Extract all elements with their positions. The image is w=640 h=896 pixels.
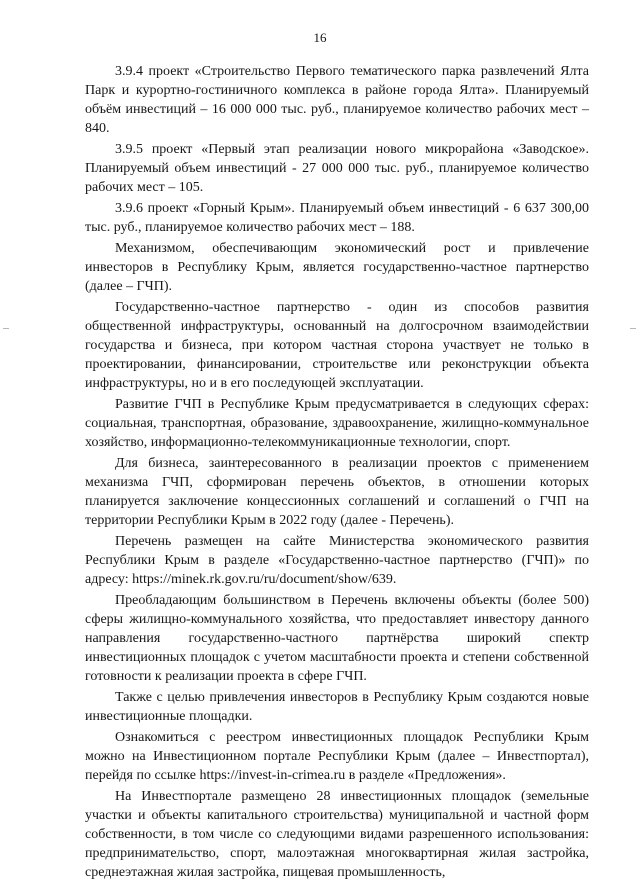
paragraph-ppp-definition: Государственно-частное партнерство - один из способов развития общественной инфраструктуры, основанный на долгосрочном взаимодействии государства и бизнеса, при котором частная сторона участвует не только в проектировании, финансировании, строительстве или реконструкции объекта инфраструктуры, но и в его последующей эксплуатации. — [85, 300, 589, 391]
scan-artifact-mark — [630, 328, 636, 329]
scan-artifact-mark — [3, 328, 9, 329]
document-body — [85, 62, 589, 884]
paragraph-housing-objects: Преобладающим большинством в Перечень включены объекты (более 500) сферы жилищно-коммунального хозяйства, что предоставляет инвестору данного направления государственно-частного партнёрства широкий спектр инвестиционных площадок с учетом масштабности проекта и степени собственной готовности к реализации проекта в сфере ГЧП. — [85, 593, 589, 684]
paragraph-project-3-9-5: 3.9.5 проект «Первый этап реализации нового микрорайона «Заводское». Планируемый объем инвестиций - 27 000 000 тыс. руб., планируемое количество рабочих мест – 105. — [85, 142, 589, 195]
paragraph-ppp-mechanism: Механизмом, обеспечивающим экономический рост и привлечение инвесторов в Республику Крым, является государственно-частное партнерство (далее – ГЧП). — [85, 241, 589, 294]
paragraph-project-3-9-4: 3.9.4 проект «Строительство Первого тематического парка развлечений Ялта Парк и курортно-гостиничного комплекса в районе города Ялта». Планируемый объём инвестиций – 16 000 000 тыс. руб., планируемое количество рабочих мест – 840. — [85, 64, 589, 136]
paragraph-object-list: Для бизнеса, заинтересованного в реализации проектов с применением механизма ГЧП, сформирован перечень объектов, в отношении которых планируется заключение концессионных соглашений и соглашений о ГЧП на территории Республики Крым в 2022 году (далее - Перечень). — [85, 456, 589, 528]
paragraph-invest-portal: Ознакомиться с реестром инвестиционных площадок Республики Крым можно на Инвестиционном портале Республики Крым (далее – Инвестпортал), перейдя по ссылке https://invest-in-crimea.ru в разделе «Предложения». — [85, 730, 589, 783]
paragraph-new-sites: Также с целью привлечения инвесторов в Республику Крым создаются новые инвестиционные площадки. — [85, 690, 589, 724]
paragraph-project-3-9-6: 3.9.6 проект «Горный Крым». Планируемый объем инвестиций - 6 637 300,00 тыс. руб., планируемое количество рабочих мест – 188. — [85, 201, 589, 235]
page-number: 16 — [313, 30, 327, 45]
paragraph-portal-sites: На Инвестпортале размещено 28 инвестиционных площадок (земельные участки и объекты капитального строительства) муниципальной и частной форм собственности, в том числе со следующими видами разрешенного использования: предпринимательство, спорт, малоэтажная многоквартирная жилая застройка, среднеэтажная жилая застройка, пищевая промышленность, — [85, 789, 589, 880]
paragraph-ppp-spheres: Развитие ГЧП в Республике Крым предусматривается в следующих сферах: социальная, транспортная, образование, здравоохранение, жилищно-коммунальное хозяйство, информационно-телекоммуникационные технологии, спорт. — [85, 397, 589, 450]
paragraph-list-location: Перечень размещен на сайте Министерства экономического развития Республики Крым в разделе «Государственно-частное партнерство (ГЧП)» по адресу: https://minek.rk.gov.ru/ru/document/show/639. — [85, 534, 589, 587]
